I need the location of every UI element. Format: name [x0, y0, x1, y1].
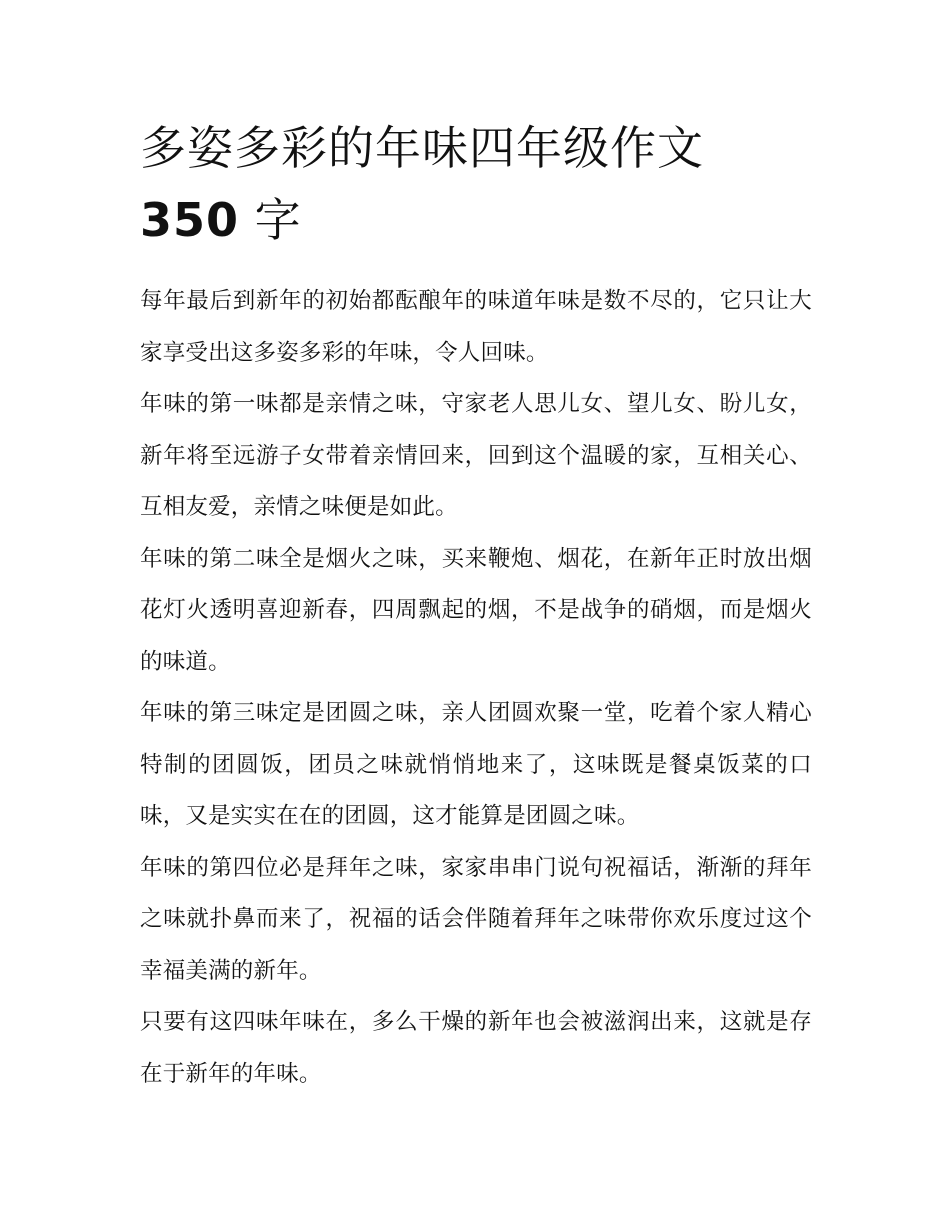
paragraph-fireworks: 年味的第二味全是烟火之味，买来鞭炮、烟花，在新年正时放出烟花灯火透明喜迎新春，四周飘起的烟，不是战争的硝烟，而是烟火的味道。 [140, 545, 812, 675]
paragraph-conclusion: 只要有这四味年味在，多么干燥的新年也会被滋润出来，这就是存在于新年的年味。 [140, 1009, 812, 1087]
essay-body [140, 276, 812, 1100]
paragraph-intro: 每年最后到新年的初始都酝酿年的味道年味是数不尽的，它只让大家享受出这多姿多彩的年味，令人回味。 [140, 288, 812, 366]
title-main-text: 多姿多彩的年味四年级作文 [140, 121, 704, 175]
title-suffix: 字 [254, 193, 302, 247]
title-number: 350 [140, 193, 240, 247]
paragraph-family: 年味的第一味都是亲情之味，守家老人思儿女、望儿女、盼儿女，新年将至远游子女带着亲情回来，回到这个温暖的家，互相关心、互相友爱，亲情之味便是如此。 [140, 391, 812, 520]
paragraph-reunion: 年味的第三味定是团圆之味，亲人团圆欢聚一堂，吃着个家人精心特制的团圆饭，团员之味就悄悄地来了，这味既是餐桌饭菜的口味，又是实实在在的团圆，这才能算是团圆之味。 [140, 700, 812, 829]
paragraph-greetings: 年味的第四位必是拜年之味，家家串串门说句祝福话，渐渐的拜年之味就扑鼻而来了，祝福的话会伴随着拜年之味带你欢乐度过这个幸福美满的新年。 [140, 854, 812, 984]
page-title [140, 112, 820, 256]
